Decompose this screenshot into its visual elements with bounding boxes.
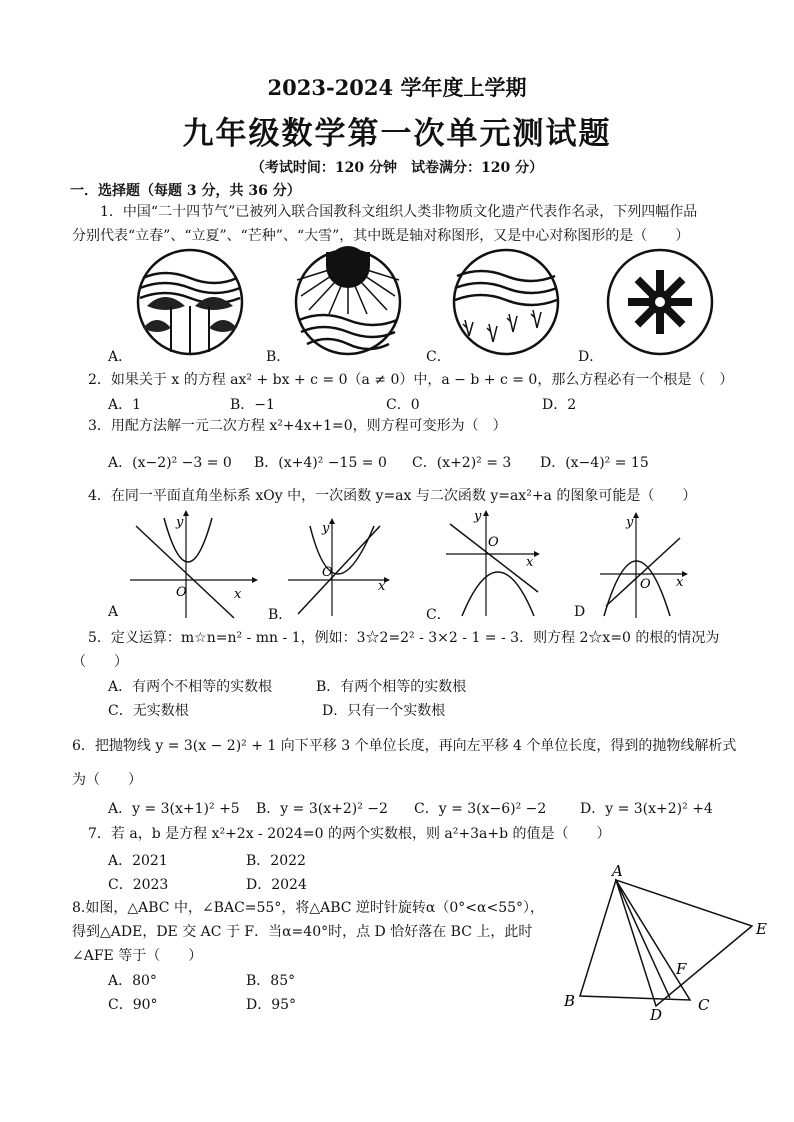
q4-option-b[interactable]: B． [268, 607, 293, 623]
q5-stem-line1: 5．定义运算：m☆n=n² - mn - 1，例如：3☆2=2² - 3×2 - 1 = - 3．则方程 2☆x=0 的根的情况为 [88, 630, 720, 646]
q6-option-c[interactable]: C．y = 3(x−6)² −2 [414, 801, 547, 817]
q2-stem: 2．如果关于 x 的方程 ax² + bx + c = 0（a ≠ 0）中，a − b + c = 0，那么方程必有一个根是（ ） [88, 372, 734, 388]
axis-y-label: y [322, 521, 330, 536]
q6-option-d[interactable]: D．y = 3(x+2)² +4 [580, 801, 713, 817]
exam-year-title: 2023-2024 学年度上学期 [267, 75, 527, 100]
q1-option-a[interactable]: A． [108, 349, 133, 365]
q5-stem-line2: （ ） [72, 654, 128, 670]
q3-option-c[interactable]: C．(x+2)² = 3 [412, 455, 512, 471]
q3-stem: 3．用配方法解一元二次方程 x²+4x+1=0，则方程可变形为（ ） [88, 418, 507, 434]
q5-option-a[interactable]: A．有两个不相等的实数根 [108, 679, 273, 695]
point-d-label: D [650, 1006, 663, 1024]
point-f-label: F [676, 960, 687, 978]
q2-option-d[interactable]: D．2 [542, 397, 577, 413]
q8-option-b[interactable]: B．85° [246, 973, 296, 989]
q1-line1: 1．中国“二十四节气”已被列入联合国教科文组织人类非物质文化遗产代表作名录，下列四幅作品 [100, 204, 698, 220]
q7-stem: 7．若 a，b 是方程 x²+2x - 2024=0 的两个实数根，则 a²+3a+b 的值是（ ） [88, 826, 611, 842]
axis-x-label: x [526, 555, 534, 570]
q7-option-d[interactable]: D．2024 [246, 877, 307, 893]
q3-option-d[interactable]: D．(x−4)² = 15 [540, 455, 649, 471]
graph-a [130, 512, 255, 620]
graph-d [600, 512, 700, 620]
q8-option-c[interactable]: C．90° [108, 997, 158, 1013]
point-c-label: C [698, 996, 710, 1014]
q4-option-d[interactable]: D [574, 604, 586, 620]
q3-option-b[interactable]: B．(x+4)² −15 = 0 [254, 455, 387, 471]
axis-y-label: y [626, 515, 634, 530]
origin-label: O [640, 577, 651, 592]
q5-option-c[interactable]: C．无实数根 [108, 703, 189, 719]
origin-label: O [176, 585, 187, 600]
section-title: 一．选择题（每题 3 分，共 36 分） [70, 183, 301, 199]
graph-b [288, 518, 398, 618]
q4-stem: 4．在同一平面直角坐标系 xOy 中，一次函数 y=ax 与二次函数 y=ax²+a 的图象可能是（ ） [88, 488, 697, 504]
q6-stem-line1: 6．把抛物线 y = 3(x − 2)² + 1 向下平移 3 个单位长度，再向左平移 4 个单位长度，得到的抛物线解析式 [72, 738, 737, 754]
q8-line2: 得到△ADE，DE 交 AC 于 F．当α=40°时，点 D 恰好落在 BC 上，此时 [72, 924, 533, 940]
sun-rays-icon [293, 248, 403, 356]
spring-sprout-icon [135, 248, 245, 356]
origin-label: O [488, 535, 499, 550]
q7-option-a[interactable]: A．2021 [108, 853, 168, 869]
q2-option-c[interactable]: C．0 [386, 397, 420, 413]
q6-option-a[interactable]: A．y = 3(x+1)² +5 [108, 801, 240, 817]
q7-option-b[interactable]: B．2022 [246, 853, 306, 869]
q8-option-a[interactable]: A．80° [108, 973, 157, 989]
q8-line3: ∠AFE 等于（ ） [72, 948, 203, 964]
origin-label: O [322, 565, 333, 580]
q8-line1: 8.如图，△ABC 中，∠BAC=55°，将△ABC 逆时针旋转α（0°<α<55°）， [72, 900, 545, 916]
triangle-rotation-figure [560, 862, 770, 1026]
axis-y-label: y [176, 515, 184, 530]
snowflake-icon [605, 248, 715, 356]
graph-c [446, 508, 556, 618]
q6-option-b[interactable]: B．y = 3(x+2)² −2 [256, 801, 388, 817]
q5-option-d[interactable]: D．只有一个实数根 [322, 703, 446, 719]
point-e-label: E [756, 920, 767, 938]
q2-option-a[interactable]: A．1 [108, 397, 142, 413]
q1-option-c[interactable]: C． [426, 349, 451, 365]
point-a-label: A [612, 862, 623, 880]
q1-option-d[interactable]: D． [578, 349, 604, 365]
q8-option-d[interactable]: D．95° [246, 997, 297, 1013]
axis-x-label: x [676, 575, 684, 590]
axis-x-label: x [234, 587, 242, 602]
q7-option-c[interactable]: C．2023 [108, 877, 169, 893]
q3-option-a[interactable]: A．(x−2)² −3 = 0 [108, 455, 232, 471]
axis-x-label: x [378, 579, 386, 594]
q1-option-b[interactable]: B． [266, 349, 291, 365]
exam-info: （考试时间：120 分钟 试卷满分：120 分） [250, 160, 544, 176]
grain-wheat-icon [451, 248, 561, 356]
axis-y-label: y [474, 509, 482, 524]
q4-option-c[interactable]: C． [426, 607, 451, 623]
exam-main-title: 九年级数学第一次单元测试题 [182, 116, 612, 152]
q6-stem-line2: 为（ ） [72, 772, 142, 788]
point-b-label: B [564, 992, 576, 1010]
q2-option-b[interactable]: B．−1 [230, 397, 275, 413]
q1-line2: 分别代表“立春”、“立夏”、“芒种”、“大雪”，其中既是轴对称图形，又是中心对称图形的是（ ） [72, 228, 690, 244]
q5-option-b[interactable]: B．有两个相等的实数根 [316, 679, 467, 695]
q4-option-a[interactable]: A [108, 604, 119, 620]
